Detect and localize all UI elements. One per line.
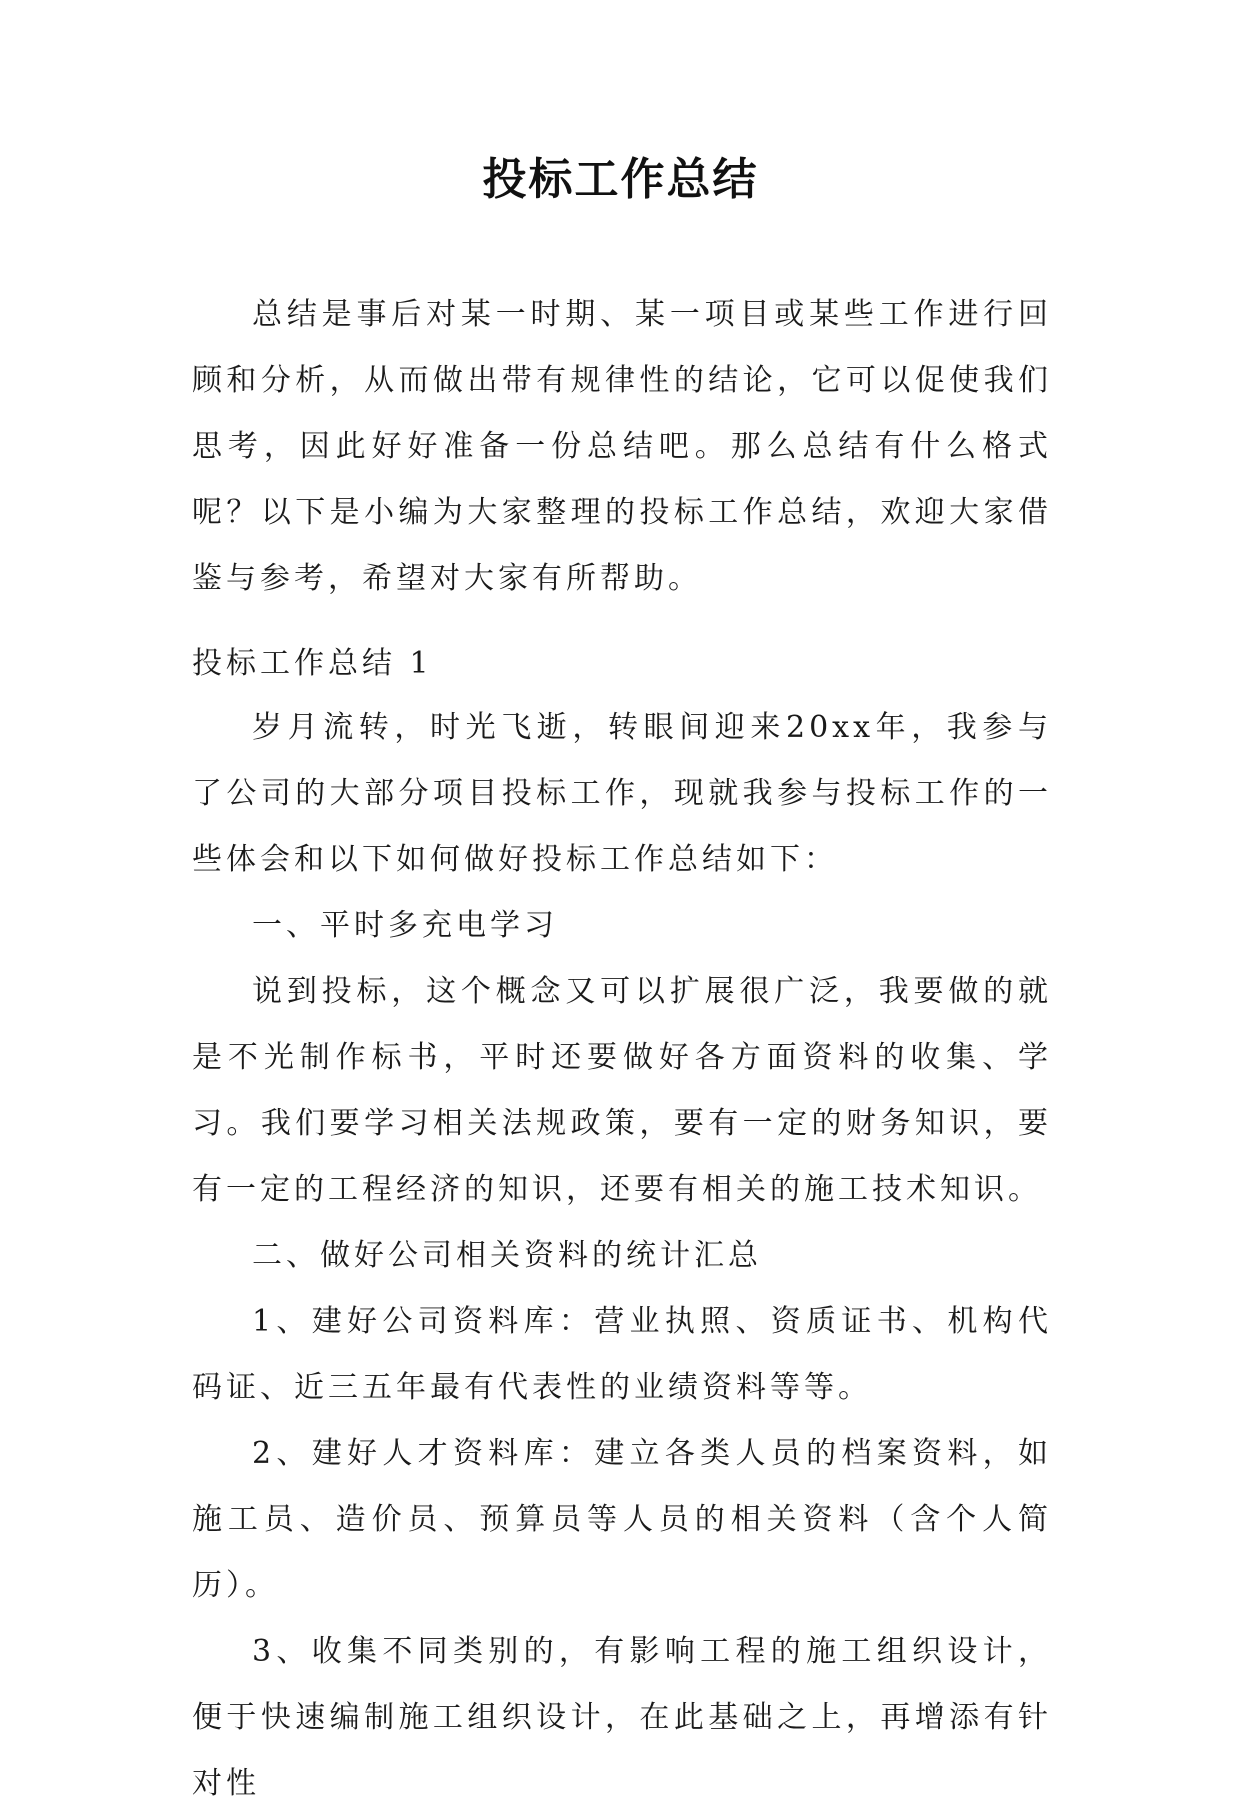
list-item: 1、建好公司资料库：营业执照、资质证书、机构代码证、近三五年最有代表性的业绩资料等等。 [192, 1304, 1052, 1405]
body-paragraph: 岁月流转，时光飞逝，转眼间迎来20xx年，我参与了公司的大部分项目投标工作，现就我参与投标工作的一些体会和以下如何做好投标工作总结如下： [192, 710, 1052, 877]
section-title: 投标工作总结 1 [192, 646, 433, 681]
intro-paragraph: 总结是事后对某一时期、某一项目或某些工作进行回顾和分析，从而做出带有规律性的结论，它可以促使我们思考，因此好好准备一份总结吧。那么总结有什么格式呢？以下是小编为大家整理的投标工作总结，欢迎大家借鉴与参考，希望对大家有所帮助。 [192, 297, 1052, 596]
list-item: 3、收集不同类别的，有影响工程的施工组织设计，便于快速编制施工组织设计，在此基础之上，再增添有针对性 [192, 1634, 1052, 1801]
subheading: 一、平时多充电学习 [252, 908, 558, 943]
subheading: 二、做好公司相关资料的统计汇总 [252, 1238, 762, 1273]
list-item: 2、建好人才资料库：建立各类人员的档案资料，如施工员、造价员、预算员等人员的相关资料（含个人简历）。 [192, 1436, 1052, 1603]
document-title: 投标工作总结 [482, 154, 759, 205]
body-paragraph: 说到投标，这个概念又可以扩展很广泛，我要做的就是不光制作标书，平时还要做好各方面资料的收集、学习。我们要学习相关法规政策，要有一定的财务知识，要有一定的工程经济的知识，还要有相关的施工技术知识。 [192, 974, 1052, 1207]
section-body [192, 695, 1052, 1817]
